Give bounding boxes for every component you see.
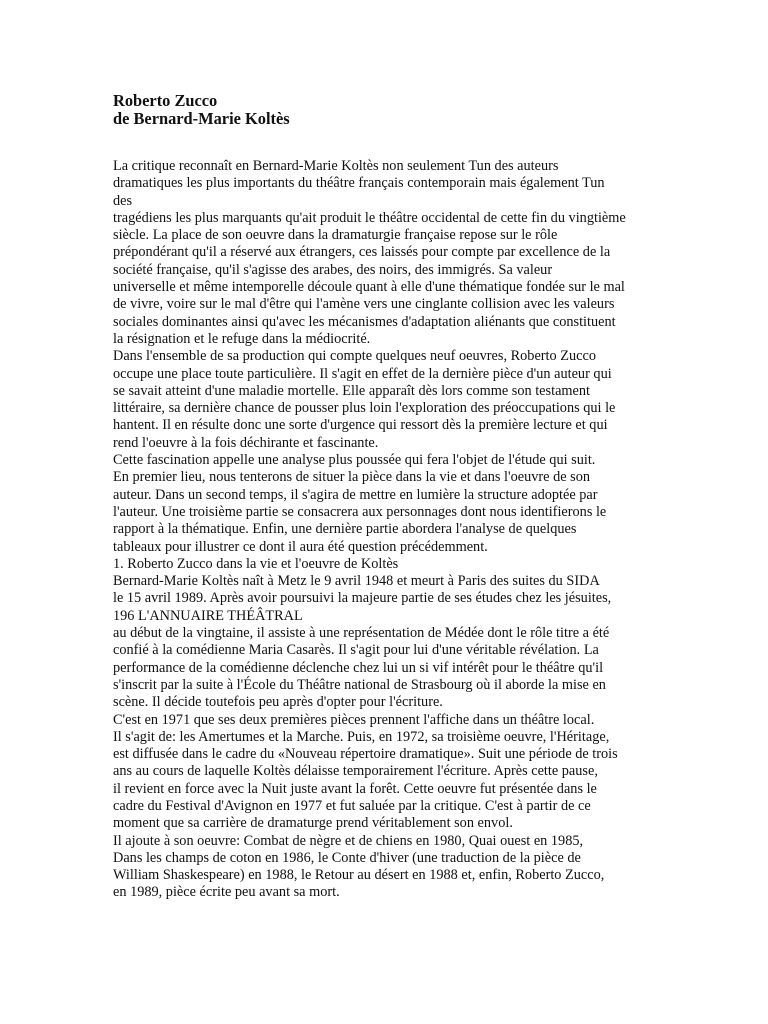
body-text-line: rapport à la thématique. Enfin, une dernière partie abordera l'analyse de quelques <box>113 521 577 538</box>
body-text-line: confié à la comédienne Maria Casarès. Il s'agit pour lui d'une véritable révélation. La <box>113 642 599 659</box>
body-text-line: s'inscrit par la suite à l'École du Théâtre national de Strasbourg où il aborde la mise en <box>113 676 606 693</box>
body-text-line: rend l'oeuvre à la fois déchirante et fascinante. <box>113 434 379 451</box>
body-text-line: Dans les champs de coton en 1986, le Conte d'hiver (une traduction de la pièce de <box>113 849 581 866</box>
body-text-line: dramatiques les plus importants du théâtre français contemporain mais également Tun <box>113 175 605 192</box>
body-text-line: Bernard-Marie Koltès naît à Metz le 9 avril 1948 et meurt à Paris des suites du SIDA <box>113 573 600 590</box>
body-text-line: Il ajoute à son oeuvre: Combat de nègre et de chiens en 1980, Quai ouest en 1985, <box>113 832 584 849</box>
body-text-line: La critique reconnaît en Bernard-Marie Koltès non seulement Tun des auteurs <box>113 158 559 174</box>
body-text-line: ans au cours de laquelle Koltès délaisse temporairement l'écriture. Après cette pause, <box>113 763 598 780</box>
body-text-line: Il s'agit de: les Amertumes et la Marche. Puis, en 1972, sa troisième oeuvre, l'Héritage, <box>113 728 610 745</box>
body-text-line: 1. Roberto Zucco dans la vie et l'oeuvre de Koltès <box>113 555 399 572</box>
body-text-line: En premier lieu, nous tenterons de situer la pièce dans la vie et dans l'oeuvre de son <box>113 469 590 486</box>
body-text-line: il revient en force avec la Nuit juste avant la forêt. Cette oeuvre fut présentée dans le <box>113 780 597 797</box>
body-text-line: auteur. Dans un second temps, il s'agira de mettre en lumière la structure adoptée par <box>113 486 598 503</box>
body-text-line: littéraire, sa dernière chance de pousser plus loin l'exploration des préoccupations qui le <box>113 400 616 417</box>
body-text-line: siècle. La place de son oeuvre dans la dramaturgie française repose sur le rôle <box>113 227 558 244</box>
body-text-line: Cette fascination appelle une analyse plus poussée qui fera l'objet de l'étude qui suit. <box>113 452 596 469</box>
body-text-line: au début de la vingtaine, il assiste à une représentation de Médée dont le rôle titre a été <box>113 625 610 642</box>
body-text-line: des <box>113 192 133 209</box>
body-text-line: Dans l'ensemble de sa production qui compte quelques neuf oeuvres, Roberto Zucco <box>113 348 596 365</box>
body-text-line: occupe une place toute particulière. Il s'agit en effet de la dernière pièce d'un auteur qui <box>113 365 612 382</box>
body-text-line: se savait atteint d'une maladie mortelle. Elle apparaît dès lors comme son testament <box>113 382 590 399</box>
body-text-line: la résignation et le refuge dans la médiocrité. <box>113 330 371 347</box>
body-text-line: C'est en 1971 que ses deux premières pièces prennent l'affiche dans un théâtre local. <box>113 711 595 728</box>
body-text-line: performance de la comédienne déclenche chez lui un si vif intérêt pour le théâtre qu'il <box>113 659 604 676</box>
body-text-line: universelle et même intemporelle découle quant à elle d'une thématique fondée sur le mal <box>113 279 625 296</box>
body-text-line: William Shaskespeare) en 1988, le Retour au désert en 1988 et, enfin, Roberto Zucco, <box>113 867 605 884</box>
body-text-line: hantent. Il en résulte donc une sorte d'urgence qui ressort dès la première lecture et qui <box>113 417 608 434</box>
document-page <box>113 92 653 902</box>
title-line-author: de Bernard-Marie Koltès <box>113 109 290 128</box>
body-text-line: tragédiens les plus marquants qu'ait produit le théâtre occidental de cette fin du vingtième <box>113 209 626 226</box>
body-text-line: cadre du Festival d'Avignon en 1977 et fut saluée par la critique. C'est à partir de ce <box>113 797 591 814</box>
body-text-line: en 1989, pièce écrite peu avant sa mort. <box>113 884 340 901</box>
body-text-line: le 15 avril 1989. Après avoir poursuivi la majeure partie de ses études chez les jésuites, <box>113 590 612 607</box>
body-text-line: prépondérant qu'il a réservé aux étrangers, ces laissés pour compte par excellence de la <box>113 244 611 261</box>
document-title <box>113 92 653 128</box>
body-text-line: de vivre, voire sur le mal d'être qui l'amène vers une cinglante collision avec les valeurs <box>113 296 615 313</box>
body-text-line: scène. Il décide toutefois peu après d'opter pour l'écriture. <box>113 694 443 711</box>
body-text-line: est diffusée dans le cadre du «Nouveau répertoire dramatique». Suit une période de trois <box>113 746 618 763</box>
body-text-line: 196 L'ANNUAIRE THÉÂTRAL <box>113 607 303 624</box>
body-text-line: société française, qu'il s'agisse des arabes, des noirs, des immigrés. Sa valeur <box>113 261 553 278</box>
title-line-play: Roberto Zucco <box>113 91 218 110</box>
body-text-line: l'auteur. Une troisième partie se consacrera aux personnages dont nous identifierons le <box>113 503 607 520</box>
body-text-line: sociales dominantes ainsi qu'avec les mécanismes d'adaptation aliénants que constituent <box>113 313 616 330</box>
body-text-line: moment que sa carrière de dramaturge prend véritablement son envol. <box>113 815 513 832</box>
body-text-line: tableaux pour illustrer ce dont il aura été question précédemment. <box>113 538 488 555</box>
document-body <box>113 158 653 902</box>
